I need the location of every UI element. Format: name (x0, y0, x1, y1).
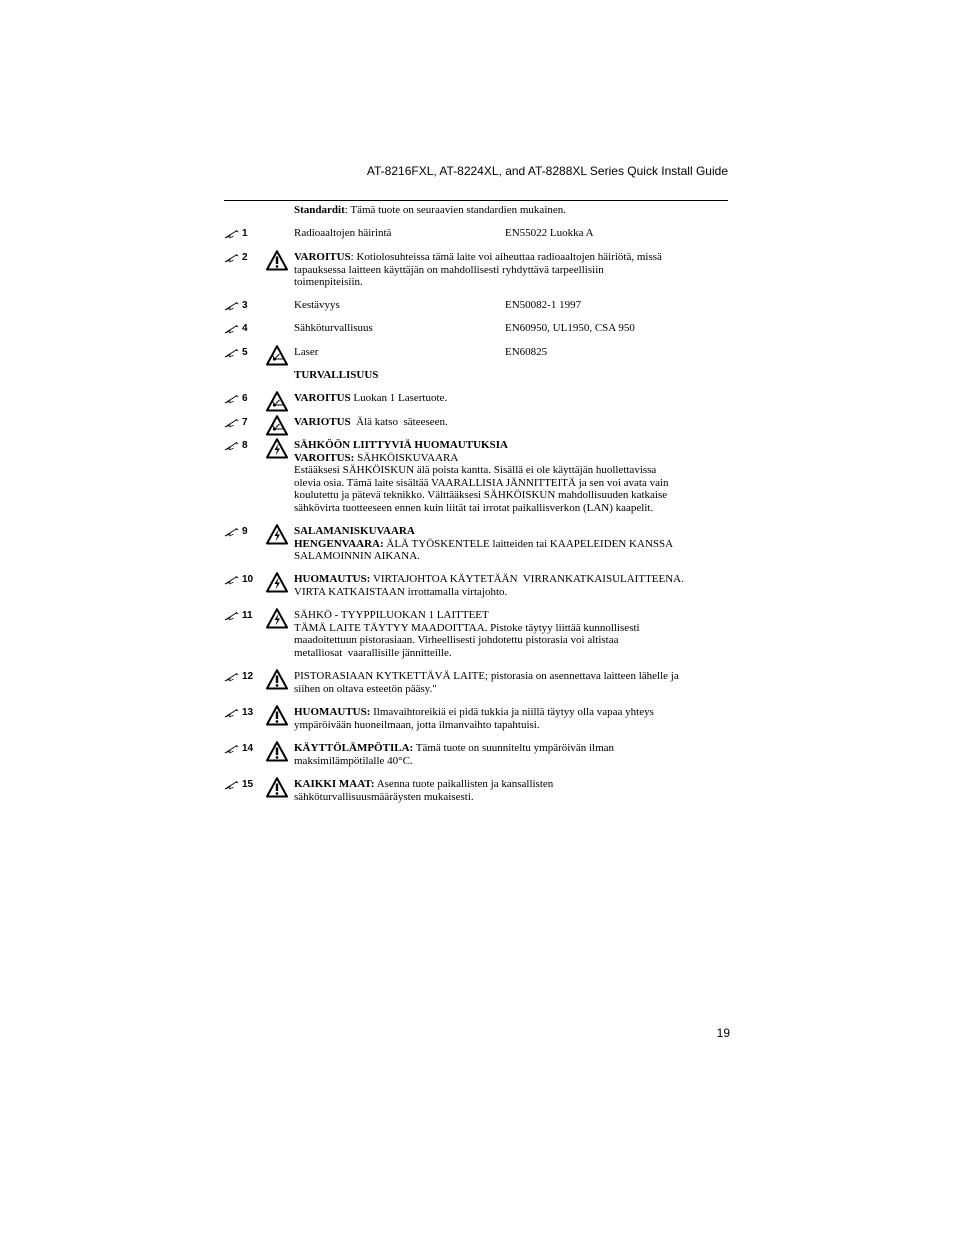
item-number: 7 (242, 417, 248, 428)
text-line: ympäröivään huoneilmaan, jotta ilmanvaihto tapahtuisi. (294, 718, 540, 731)
item-label: Laser (294, 346, 319, 358)
item-label: Kestävyys (294, 299, 340, 311)
text-line: VIRTA KATKAISTAAN irrottamalla virtajohto. (294, 585, 508, 598)
pen-icon (224, 611, 240, 621)
text-line: metalliosat vaarallisille jännitteille. (294, 646, 452, 659)
pen-icon (224, 575, 240, 585)
section-heading: SÄHKÖÖN LIITTYVIÄ HUOMAUTUKSIA (294, 439, 508, 451)
intro-bold: Standardit (294, 204, 345, 216)
text-line: toimenpiteisiin. (294, 276, 363, 289)
pen-icon (224, 672, 240, 682)
warning-label: HENGENVAARA: (294, 537, 384, 550)
electric-shock-warning-icon (266, 608, 288, 629)
pen-icon (224, 394, 240, 404)
item-value: EN60825 (505, 346, 548, 358)
item-value: EN50082-1 1997 (505, 299, 582, 311)
text-line: Luokan 1 Lasertuote. (350, 392, 448, 404)
text-line: Estääksesi SÄHKÖISKUN älä poista kantta. Sisällä ei ole käyttäjän huollettavissa (294, 464, 657, 477)
text-line: siihen on oltava esteetön pääsy." (294, 682, 437, 695)
item-number: 5 (242, 347, 248, 358)
pen-icon (224, 441, 240, 451)
warning-icon (266, 705, 288, 726)
warning-icon (266, 250, 288, 271)
pen-icon (224, 301, 240, 311)
text-line: sähköturvallisuusmääräysten mukaisesti. (294, 790, 474, 803)
item-number: 12 (242, 671, 254, 682)
running-header: AT-8216FXL, AT-8224XL, and AT-8288XL Series Quick Install Guide (366, 164, 728, 178)
warning-label: HUOMAUTUS: (294, 573, 371, 585)
pen-icon (224, 229, 240, 239)
item-label: Radioaaltojen häirintä (294, 227, 392, 239)
pen-icon (224, 527, 240, 537)
pen-icon (224, 348, 240, 358)
text-line: Tämä tuote on suunniteltu ympäröivän ilman (413, 742, 615, 754)
warning-label: VAROITUS: (294, 451, 355, 464)
pen-icon (224, 780, 240, 790)
item-number: 15 (242, 779, 254, 790)
laser-warning-icon (266, 391, 288, 412)
text-line: tapauksessa laitteen käyttäjän on mahdollisesti ryhdyttävä tarpeellisiin (294, 263, 604, 276)
warning-label: KAIKKI MAAT: (294, 778, 375, 790)
text-line: SALAMOINNIN AIKANA. (294, 550, 420, 563)
item-number: 2 (242, 252, 248, 263)
text-line: Asenna tuote paikallisten ja kansallisten (374, 778, 554, 790)
text-line: PISTORASIAAN KYTKETTÄVÄ LAITE; pistorasia on asennettava laitteen lähelle ja (294, 670, 679, 682)
warning-icon (266, 741, 288, 762)
item-number: 10 (242, 574, 254, 585)
text-line: olevia osia. Tämä laite sisältää VAARALLISIA JÄNNITTEITÄ ja sen voi avata vain (294, 476, 669, 489)
item-number: 8 (242, 440, 248, 451)
item-number: 6 (242, 393, 248, 404)
warning-label: KÄYTTÖLÄMPÖTILA: (294, 742, 414, 754)
item-number: 14 (242, 743, 254, 754)
laser-warning-icon (266, 415, 288, 436)
warning-label: HUOMAUTUS: (294, 706, 371, 718)
laser-warning-icon (266, 345, 288, 366)
text-line: SÄHKÖISKUVAARA (354, 451, 459, 464)
warning-label: VARIOTUS (294, 416, 351, 428)
pen-icon (224, 708, 240, 718)
warning-label: VAROITUS (294, 251, 351, 263)
text-line: Älä katso säteeseen. (350, 416, 448, 428)
pen-icon (224, 324, 240, 334)
warning-label: VAROITUS (294, 392, 351, 404)
pen-icon (224, 418, 240, 428)
pen-icon (224, 744, 240, 754)
intro-rest: : Tämä tuote on seuraavien standardien mukainen. (344, 204, 567, 216)
item-value: EN60950, UL1950, CSA 950 (505, 322, 635, 334)
text-line: Ilmavaihtoreikiä ei pidä tukkia ja niillä täytyy olla vapaa yhteys (370, 706, 654, 718)
item-value: EN55022 Luokka A (505, 227, 594, 239)
item-number: 13 (242, 707, 254, 718)
electric-shock-warning-icon (266, 572, 288, 593)
item-label: Sähköturvallisuus (294, 322, 373, 334)
text-line: koulutettu ja pätevä teknikko. Välttääksesi SÄHKÖISKUN mahdollisuuden katkaise (294, 489, 668, 502)
warning-icon (266, 669, 288, 690)
item-number: 9 (242, 526, 248, 537)
text-line: ÄLÄ TYÖSKENTELE laitteiden tai KAAPELEIDEN KANSSA (383, 537, 674, 550)
text-line: sähkövirta tuotteeseen ennen kuin liität tai irrotat paikallisverkon (LAN) kaapelit. (294, 501, 654, 514)
item-number: 4 (242, 323, 248, 334)
page-number: 19 (716, 1026, 730, 1040)
electric-shock-warning-icon (266, 524, 288, 545)
item-number: 1 (242, 228, 248, 239)
electric-shock-warning-icon (266, 438, 288, 459)
text-line: : Kotiolosuhteissa tämä laite voi aiheuttaa radioaaltojen häiriötä, missä (350, 251, 662, 263)
pen-icon (224, 253, 240, 263)
text-line: VIRTAJOHTOA KÄYTETÄÄN VIRRANKATKAISULAITTEENA. (370, 573, 684, 585)
text-line: SÄHKÖ - TYYPPILUOKAN 1 LAITTEET (294, 609, 489, 621)
header-rule (224, 200, 728, 201)
item-number: 11 (242, 610, 253, 621)
text-line: TÄMÄ LAITE TÄYTYY MAADOITTAA. Pistoke täytyy liittää kunnollisesti (294, 621, 640, 634)
section-heading: SALAMANISKUVAARA (294, 525, 415, 537)
text-line: maksimilämpötilalle 40°C. (294, 754, 413, 767)
section-heading: TURVALLISUUS (294, 369, 379, 381)
item-number: 3 (242, 300, 248, 311)
warning-icon (266, 777, 288, 798)
text-line: maadoitettuun pistorasiaan. Virheellisesti johdotettu pistorasia voi altistaa (294, 634, 619, 647)
